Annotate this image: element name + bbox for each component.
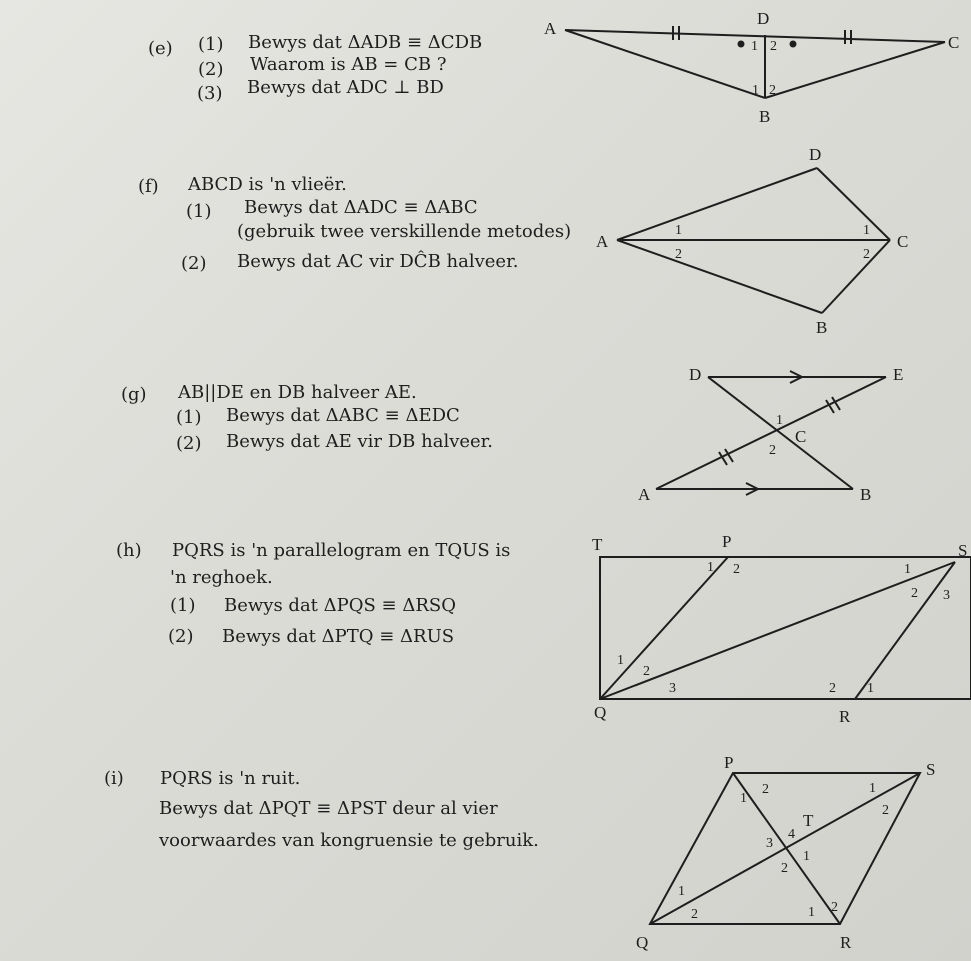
segment-dc	[817, 168, 890, 240]
angle-label: 2	[882, 803, 889, 818]
point-d-label: D	[689, 365, 702, 384]
point-t-label: T	[592, 535, 603, 554]
segment-db	[708, 377, 853, 489]
point-a-label: A	[596, 232, 609, 251]
angle-dot	[738, 41, 745, 48]
problem-e-item3-text: Bewys dat ADC ⊥ BD	[247, 77, 444, 98]
point-s-label: S	[926, 760, 936, 779]
point-r-label: R	[839, 707, 851, 726]
angle-label: 3	[943, 588, 950, 603]
angle-label: 1	[617, 653, 624, 668]
point-d-label: D	[809, 145, 822, 164]
point-a-label: A	[544, 19, 557, 38]
angle-label: 3	[669, 681, 676, 696]
angle-label: 1	[867, 681, 874, 696]
point-b-label: B	[816, 318, 828, 337]
angle-label: 1	[904, 562, 911, 577]
point-q-label: Q	[636, 933, 649, 952]
angle-label: 1	[751, 39, 758, 54]
problem-h-label: (h)	[116, 540, 142, 561]
problem-g-item1-num: (1)	[176, 407, 202, 428]
segment-ad	[617, 168, 817, 240]
angle-label: 2	[769, 443, 776, 458]
figure-h	[600, 557, 971, 699]
segment-cb	[822, 240, 890, 313]
angle-label: 1	[707, 560, 714, 575]
problem-e-item1-num: (1)	[198, 34, 224, 55]
point-c-label: C	[948, 33, 960, 52]
angle-label: 1	[776, 413, 783, 428]
figure-g	[656, 371, 886, 495]
angle-label: 2	[769, 83, 776, 98]
angle-label: 1	[863, 223, 870, 238]
angle-label: 2	[675, 247, 682, 262]
angle-label: 3	[766, 836, 773, 851]
problem-g-label: (g)	[121, 384, 147, 405]
angle-label: 2	[829, 681, 836, 696]
segment-qs	[600, 562, 955, 699]
segment-ab	[565, 30, 765, 98]
angle-label: 2	[911, 586, 918, 601]
segment-ea	[656, 377, 886, 489]
point-d-label: D	[757, 9, 770, 28]
angle-label: 1	[675, 223, 682, 238]
problem-i-line2: Bewys dat ΔPQT ≡ ΔPST deur al vier	[159, 798, 498, 819]
problem-f-item1-num: (1)	[186, 201, 212, 222]
problem-h-intro: PQRS is 'n parallelogram en TQUS is	[172, 540, 511, 561]
angle-label: 1	[740, 791, 747, 806]
point-r-label: R	[840, 933, 852, 952]
angle-label: 2	[733, 562, 740, 577]
point-p-label: P	[724, 753, 734, 772]
segment-ba	[617, 240, 822, 313]
problem-f-item2-text: Bewys dat AC vir DĈB halveer.	[237, 251, 519, 272]
point-b-label: B	[759, 107, 771, 126]
point-t-label: T	[803, 811, 814, 830]
problem-i-label: (i)	[104, 768, 124, 789]
angle-label: 2	[762, 782, 769, 797]
angle-label: 1	[678, 884, 685, 899]
angle-label: 1	[803, 849, 810, 864]
angle-label: 4	[788, 827, 795, 842]
segment-sr	[855, 562, 955, 699]
problem-h-item1-num: (1)	[170, 595, 196, 616]
problem-e-label: (e)	[148, 38, 173, 59]
angle-label: 2	[643, 664, 650, 679]
figure-i	[650, 773, 920, 924]
problem-f-intro: ABCD is 'n vlieër.	[188, 174, 347, 195]
point-q-label: Q	[594, 703, 607, 722]
problem-f-label: (f)	[138, 176, 159, 197]
segment-qp	[600, 557, 728, 699]
problem-h-item2-text: Bewys dat ΔPTQ ≡ ΔRUS	[222, 626, 455, 647]
segment-cb	[765, 42, 945, 98]
problem-g-intro: AB||DE en DB halveer AE.	[178, 382, 417, 403]
point-s-label: S	[958, 541, 968, 560]
angle-label: 2	[770, 39, 777, 54]
problem-f-item1-text: Bewys dat ΔADC ≡ ΔABC	[244, 197, 478, 218]
problem-h-intro2: 'n reghoek.	[170, 567, 273, 588]
angle-label: 2	[863, 247, 870, 262]
point-b-label: B	[860, 485, 872, 504]
problem-e-item3-num: (3)	[197, 83, 223, 104]
problem-g-item2-text: Bewys dat AE vir DB halveer.	[226, 431, 494, 452]
angle-dot	[790, 41, 797, 48]
point-e-label: E	[893, 365, 904, 384]
angle-label: 2	[691, 907, 698, 922]
angle-label: 2	[831, 900, 838, 915]
point-a-label: A	[638, 485, 651, 504]
problem-i-line3: voorwaardes van kongruensie te gebruik.	[159, 830, 539, 851]
problem-f-item1-note: (gebruik twee verskillende metodes)	[237, 221, 572, 242]
angle-label: 1	[869, 781, 876, 796]
problem-e-item2-text: Waarom is AB = CB ?	[250, 54, 447, 75]
angle-label: 1	[752, 83, 759, 98]
problem-e-item1-text: Bewys dat ΔADB ≡ ΔCDB	[248, 32, 483, 53]
figure-f	[617, 168, 890, 313]
problem-i-intro: PQRS is 'n ruit.	[160, 768, 301, 789]
point-p-label: P	[722, 532, 732, 551]
problem-h-item1-text: Bewys dat ΔPQS ≡ ΔRSQ	[224, 595, 456, 616]
problem-g-item2-num: (2)	[176, 433, 202, 454]
problem-g-item1-text: Bewys dat ΔABC ≡ ΔEDC	[226, 405, 460, 426]
problem-h-item2-num: (2)	[168, 626, 194, 647]
point-c-label: C	[897, 232, 909, 251]
angle-label: 2	[781, 861, 788, 876]
problem-e-item2-num: (2)	[198, 59, 224, 80]
point-c-label: C	[795, 427, 807, 446]
problem-f-item2-num: (2)	[181, 253, 207, 274]
angle-label: 1	[808, 905, 815, 920]
